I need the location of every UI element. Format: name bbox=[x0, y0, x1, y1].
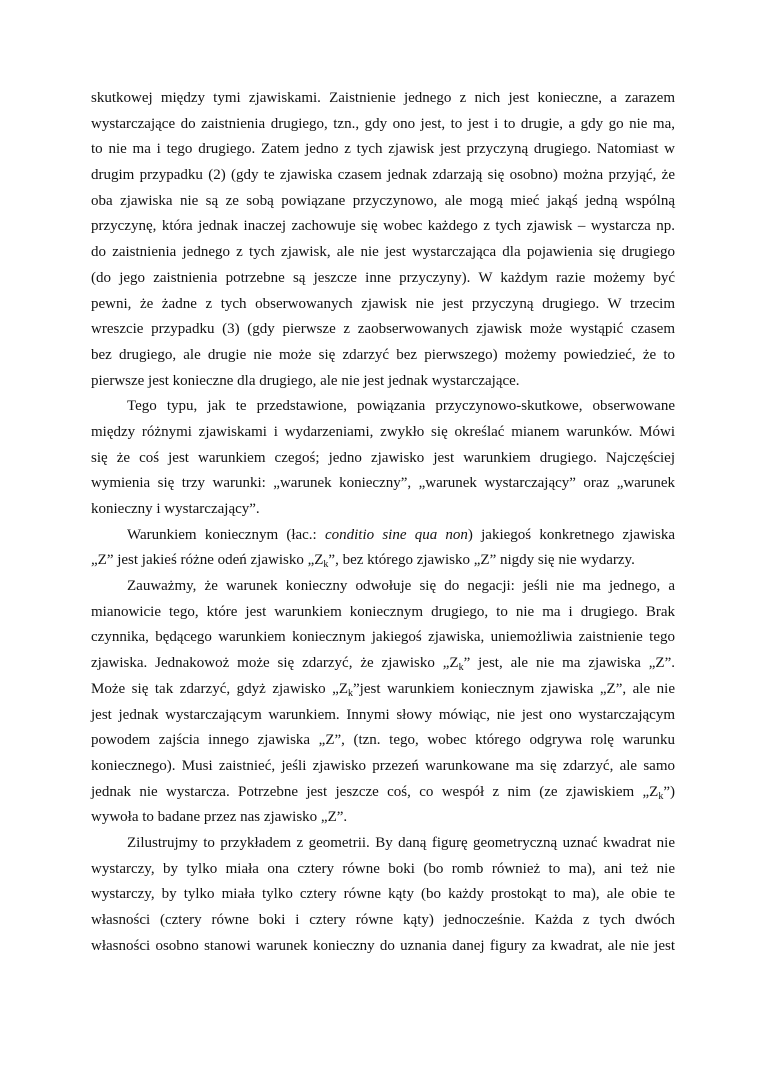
text-line: (do jego zaistnienia potrzebne są jeszcze inne przyczyny). W każdym razie możemy być bbox=[91, 269, 675, 286]
text-line: koniecznego). Musi zaistnieć, jeśli zjawisko przezeń warunkowane ma się zdarzyć, ale samo bbox=[91, 757, 675, 774]
latin-phrase: conditio sine qua non bbox=[324, 526, 468, 543]
text-line: skutkowej między tymi zjawiskami. Zaistnienie jednego z nich jest konieczne, a zarazem bbox=[91, 90, 675, 106]
text-segment: ”jest warunkiem koniecznym zjawiska „Z”, ale nie bbox=[353, 680, 675, 697]
text-line bbox=[91, 780, 675, 806]
text-segment: jednak nie wystarcza. Potrzebne jest jeszcze coś, co wespół z nim (ze zjawiskiem „Z bbox=[91, 783, 659, 800]
text-line: wymienia się trzy warunki: „warunek konieczny”, „warunek wystarczający” oraz „warunek bbox=[91, 475, 675, 492]
text-segment: ”) bbox=[663, 783, 675, 800]
text-line: do zaistnienia jednego z tych zjawisk, ale nie jest wystarczająca dla pojawienia się drugiego bbox=[91, 244, 675, 261]
text-line: jest jednak wystarczającym warunkiem. Innymi słowy mówiąc, nie jest ono wystarczającym bbox=[91, 706, 675, 723]
subscript: k bbox=[348, 687, 354, 699]
text-line bbox=[91, 677, 675, 703]
text-segment: Może się tak zdarzyć, gdyż zjawisko „Z bbox=[91, 680, 349, 697]
text-line: między różnymi zjawiskami i wydarzeniami, zwykło się określać mianem warunków. Mówi bbox=[91, 423, 675, 440]
text-line: własności osobno stanowi warunek konieczny do uznania danej figury za kwadrat, ale nie jest bbox=[91, 937, 675, 954]
paragraph-first-line bbox=[91, 523, 675, 549]
text-line: pewni, że żadne z tych obserwowanych zjawisk nie jest przyczyną drugiego. W trzecim bbox=[91, 295, 675, 312]
subscript: k bbox=[658, 790, 664, 802]
text-segment: Warunkiem koniecznym (łac.: bbox=[127, 526, 325, 543]
text-line: wystarczy, by tylko miała tylko cztery równe kąty (bo każdy prostokąt to ma), ale obie te bbox=[91, 886, 675, 903]
text-line: wreszcie przypadku (3) (gdy pierwsze z zaobserwowanych zjawisk może wystąpić czasem bbox=[91, 321, 675, 338]
text-line bbox=[91, 651, 675, 677]
subscript: k bbox=[323, 559, 329, 571]
text-line bbox=[91, 548, 675, 574]
text-line: drugim przypadku (2) (gdy te zjawiska czasem jednak zdarzają się osobno) można przyjąć, że bbox=[91, 167, 675, 184]
text-line: wystarczy, by tylko miała ona cztery równe boki (bo romb również to ma), ani też nie bbox=[91, 860, 675, 877]
text-segment: zjawiska. Jednakowoż może się zdarzyć, że zjawisko „Z bbox=[91, 655, 459, 672]
text-line: pierwsze jest konieczne dla drugiego, ale nie jest jednak wystarczające. bbox=[91, 372, 520, 389]
text-line: wywoła to badane przez nas zjawisko „Z”. bbox=[91, 809, 348, 826]
subscript: k bbox=[458, 662, 464, 674]
text-segment: ”, bez którego zjawisko „Z” nigdy się nie wydarzy. bbox=[328, 552, 635, 569]
text-line: bez drugiego, ale drugie nie może się zdarzyć bez pierwszego) możemy powiedzieć, że to bbox=[91, 346, 675, 363]
text-segment: ) jakiegoś konkretnego zjawiska bbox=[467, 526, 675, 543]
paragraph-first-line: Zauważmy, że warunek konieczny odwołuje się do negacji: jeśli nie ma jednego, a bbox=[127, 578, 675, 595]
text-line: czynnika, będącego warunkiem koniecznym jakiegoś zjawiska, uniemożliwia zaistnienie tego bbox=[91, 629, 675, 646]
text-line: własności (cztery równe boki i cztery równe kąty) jednocześnie. Każda z tych dwóch bbox=[91, 912, 675, 928]
text-line: się że coś jest warunkiem czegoś; jedno zjawisko jest warunkiem drugiego. Najczęściej bbox=[91, 449, 675, 466]
text-line: to nie ma i tego drugiego. Zatem jedno z tych zjawisk jest przyczyną drugiego. Natomiast w bbox=[91, 141, 675, 158]
text-segment: ” jest, ale nie ma zjawiska „Z”. bbox=[463, 655, 675, 672]
text-line: mianowicie tego, które jest warunkiem koniecznym drugiego, to nie ma i drugiego. Brak bbox=[91, 603, 675, 620]
text-line: oba zjawiska nie są ze sobą powiązane przyczynowo, ale mogą mieć jakąś jedną wspólną bbox=[91, 192, 675, 209]
text-line: przyczynę, która jednak inaczej zachowuje się wobec każdego z tych zjawisk – wystarcza np. bbox=[91, 218, 675, 235]
document-body bbox=[91, 86, 675, 959]
text-line: powodem zajścia innego zjawiska „Z”, (tzn. tego, wobec którego odgrywa rolę warunku bbox=[91, 732, 675, 749]
text-line: konieczny i wystarczający”. bbox=[91, 501, 260, 517]
text-line: wystarczające do zaistnienia drugiego, tzn., gdy ono jest, to jest i to drugie, a gdy go nie ma, bbox=[91, 115, 675, 132]
paragraph-first-line: Tego typu, jak te przedstawione, powiązania przyczynowo-skutkowe, obserwowane bbox=[127, 398, 675, 415]
paragraph-first-line: Zilustrujmy to przykładem z geometrii. By daną figurę geometryczną uznać kwadrat nie bbox=[127, 834, 675, 851]
text-segment: „Z” jest jakieś różne odeń zjawisko „Z bbox=[91, 552, 324, 569]
